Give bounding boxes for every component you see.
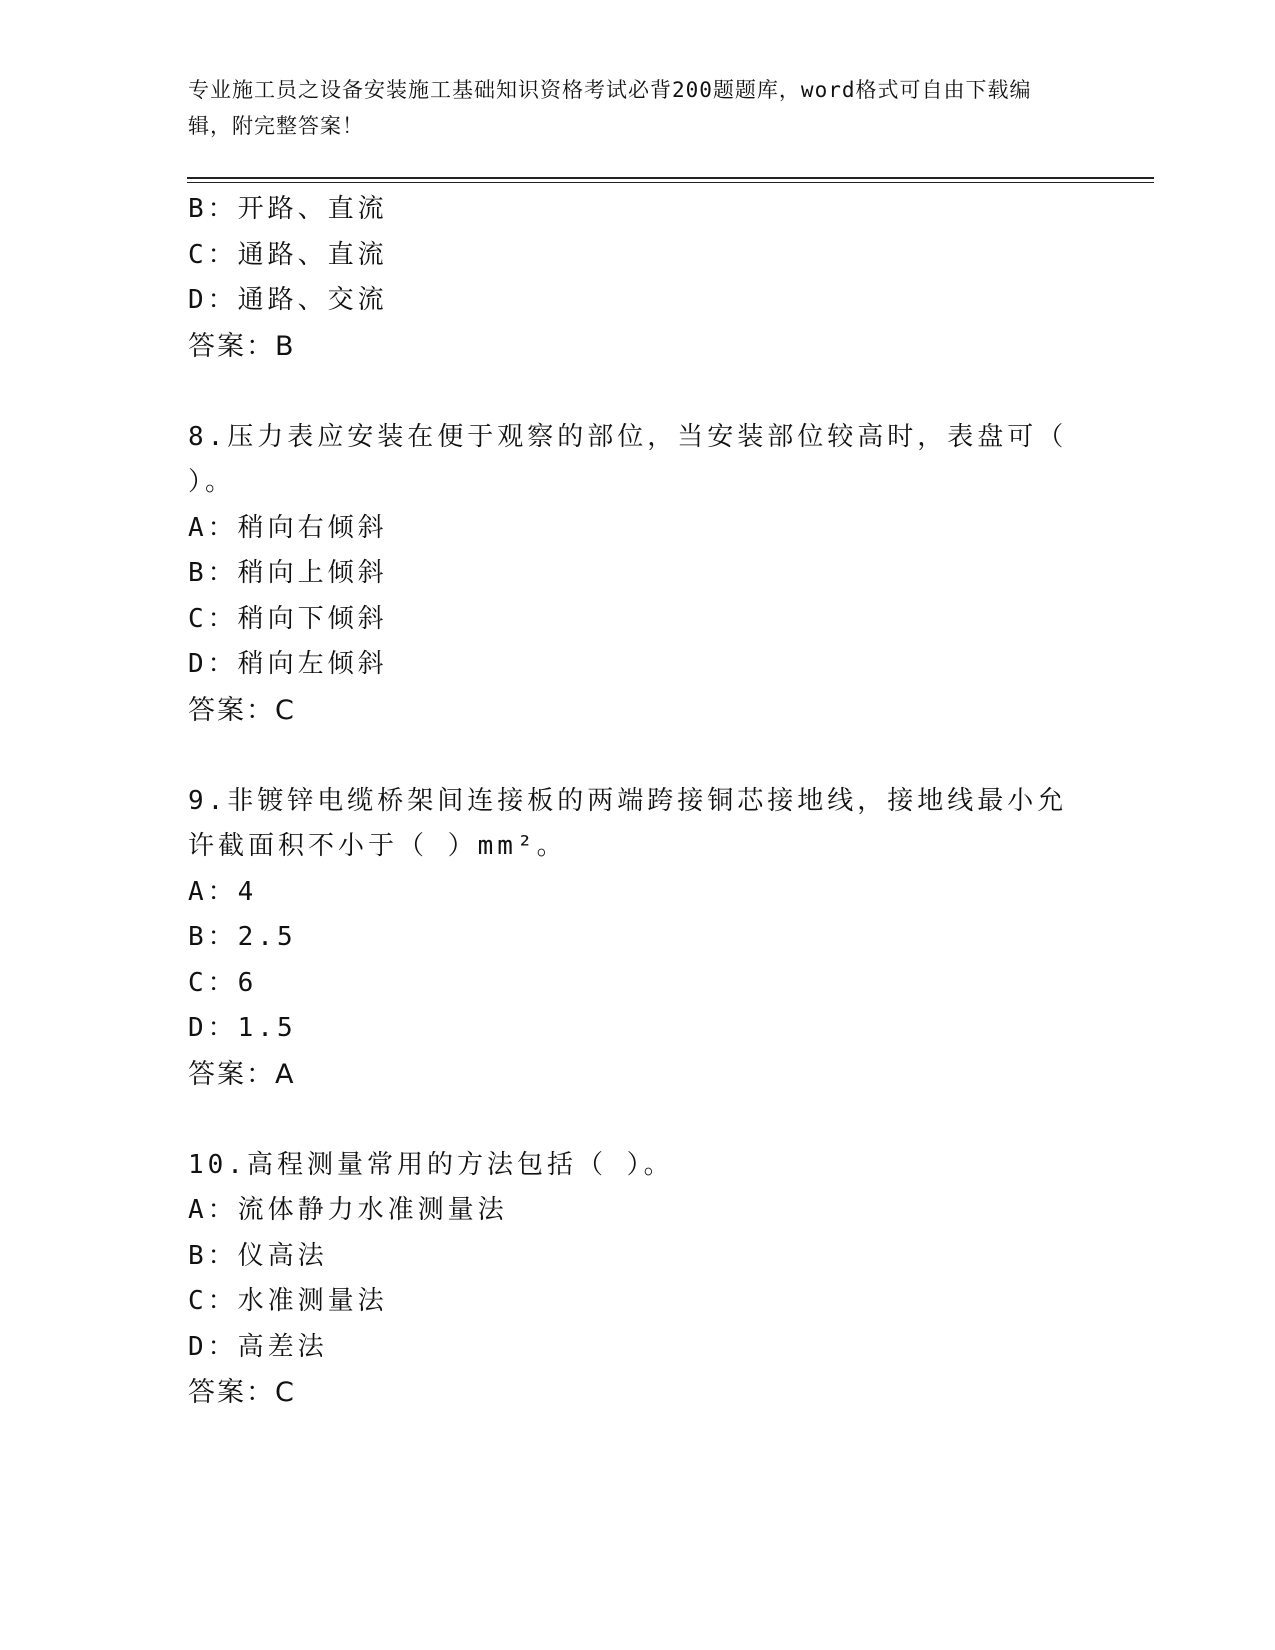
option-c: C：6	[188, 967, 258, 998]
option-b: B：稍向上倾斜	[188, 558, 388, 588]
option-d: D：1.5	[188, 1013, 297, 1043]
header-divider-thin	[187, 182, 1154, 183]
question-list	[188, 187, 1068, 1416]
spacer	[188, 1097, 1068, 1143]
spacer	[188, 369, 1068, 415]
answer-line: 答案：A	[188, 1058, 296, 1090]
option-c: C：通路、直流	[188, 239, 388, 270]
answer-line: 答案：B	[188, 330, 296, 362]
option-b: B：仪高法	[188, 1240, 328, 1271]
question-stem: 9.非镀锌电缆桥架间连接板的两端跨接铜芯接地线，接地线最小允许截面积不小于（ ）mm²。	[188, 785, 1068, 861]
question-stem: 10.高程测量常用的方法包括（ ）。	[188, 1149, 674, 1180]
header-divider-thick	[187, 177, 1154, 179]
option-a: A：稍向右倾斜	[188, 512, 388, 543]
option-a: A：流体静力水准测量法	[188, 1195, 508, 1225]
option-c: C：稍向下倾斜	[188, 603, 388, 634]
question-stem: 8.压力表应安装在便于观察的部位，当安装部位较高时，表盘可（ ）。	[188, 421, 1068, 497]
option-d: D：通路、交流	[188, 285, 388, 315]
answer-line: 答案：C	[188, 694, 296, 726]
option-d: D：高差法	[188, 1331, 328, 1362]
option-b: B：2.5	[188, 922, 297, 952]
question-block-8	[188, 415, 1068, 734]
spacer	[188, 733, 1068, 779]
question-block-prev	[188, 187, 1068, 369]
option-d: D：稍向左倾斜	[188, 649, 388, 679]
question-block-10	[188, 1143, 1068, 1416]
answer-line: 答案：C	[188, 1377, 296, 1408]
option-b: B：开路、直流	[188, 194, 388, 224]
question-block-9	[188, 779, 1068, 1098]
document-header: 专业施工员之设备安装施工基础知识资格考试必背200题题库，word格式可自由下载编辑，附完整答案！	[188, 78, 1032, 138]
option-a: A：4	[188, 876, 258, 907]
option-c: C：水准测量法	[188, 1286, 388, 1316]
